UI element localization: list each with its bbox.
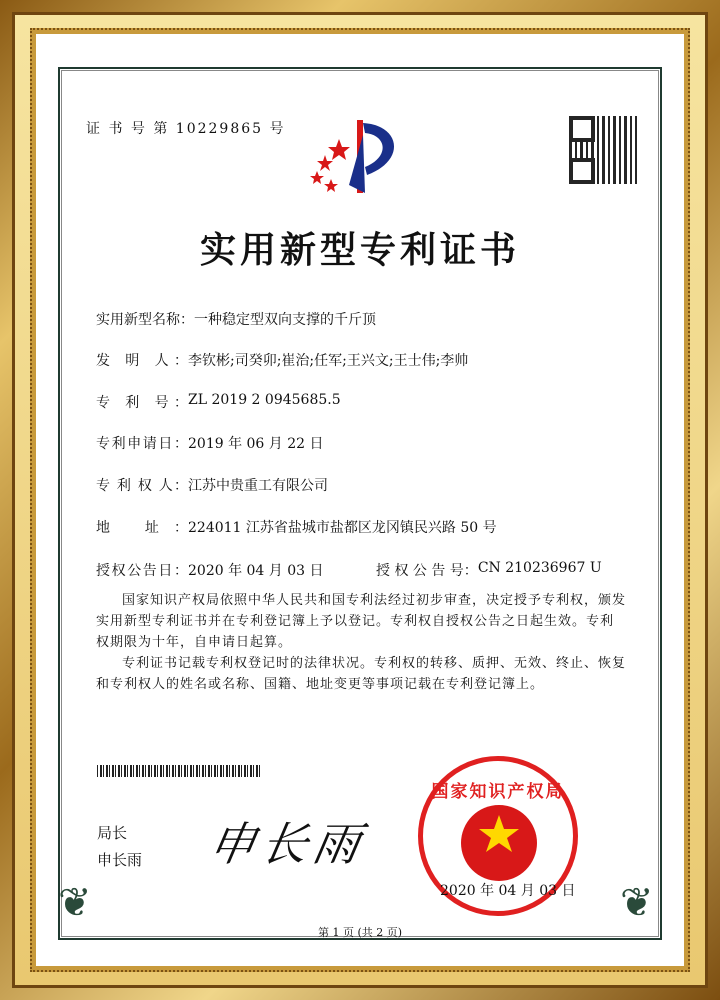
handwritten-signature: 申长雨 <box>204 817 371 871</box>
field-label: 发 明 人： <box>96 353 188 369</box>
signatory-title: 局长 <box>97 824 128 842</box>
field-value: 江苏中贵重工有限公司 <box>188 478 328 494</box>
field-value: 2020 年 04 月 03 日 <box>188 563 324 579</box>
field-value: 一种稳定型双向支撑的千斤顶 <box>194 312 376 328</box>
field-address <box>96 517 497 537</box>
seal-text: 国家知识产权局 <box>431 782 565 802</box>
page-footer: 第 1 页 (共 2 页) <box>317 926 403 939</box>
cnipa-logo-icon <box>305 115 415 195</box>
signatory-name: 申长雨 <box>97 851 143 869</box>
field-utility-model-name <box>96 309 376 329</box>
certificate-title: 实用新型专利证书 <box>199 230 520 271</box>
statement-paragraph-1: 国家知识产权局依照中华人民共和国专利法经过初步审查，决定授予专利权，颁发实用新型专利证书并在专利登记簿上予以登记。专利权自授权公告之日起生效。专利权期限为十年，自申请日起算。 <box>96 593 627 650</box>
field-label: 专利申请日： <box>96 436 188 452</box>
field-label: 实用新型名称： <box>96 312 194 328</box>
field-patentee <box>96 475 328 495</box>
field-value: 李钦彬;司癸卯;崔治;任军;王兴文;王士伟;李帅 <box>188 353 469 369</box>
statement-paragraph-2: 专利证书记载专利权登记时的法律状况。专利权的转移、质押、无效、终止、恢复和专利权人的姓名或名称、国籍、地址变更等事项记载在专利登记簿上。 <box>96 656 627 692</box>
field-label: 授权公告日： <box>96 563 188 579</box>
field-label: 授 权 公 告 号： <box>376 563 478 579</box>
field-value: ZL 2019 2 0945685.5 <box>188 392 341 408</box>
field-application-date <box>96 433 324 453</box>
field-patent-number <box>96 392 341 412</box>
corner-ornament-icon: ❦ <box>620 880 654 926</box>
qr-code <box>569 116 637 184</box>
statement <box>96 590 626 695</box>
corner-ornament-icon: ❦ <box>58 880 92 926</box>
field-label: 地 址： <box>96 520 188 536</box>
field-value: 224011 江苏省盐城市盐都区龙冈镇民兴路 50 号 <box>188 520 497 536</box>
certificate-number: 证 书 号 第 10229865 号 <box>86 121 286 137</box>
seal-date: 2020 年 04 月 03 日 <box>440 883 576 899</box>
field-grant-pub-no <box>376 560 602 580</box>
national-emblem-icon <box>461 805 537 881</box>
field-inventors <box>96 350 468 370</box>
barcode <box>97 765 260 777</box>
field-label: 专 利 号： <box>96 395 188 411</box>
field-value: CN 210236967 U <box>477 560 602 576</box>
field-grant-date <box>96 560 324 580</box>
field-label: 专 利 权 人： <box>96 478 188 494</box>
field-value: 2019 年 06 月 22 日 <box>188 436 324 452</box>
